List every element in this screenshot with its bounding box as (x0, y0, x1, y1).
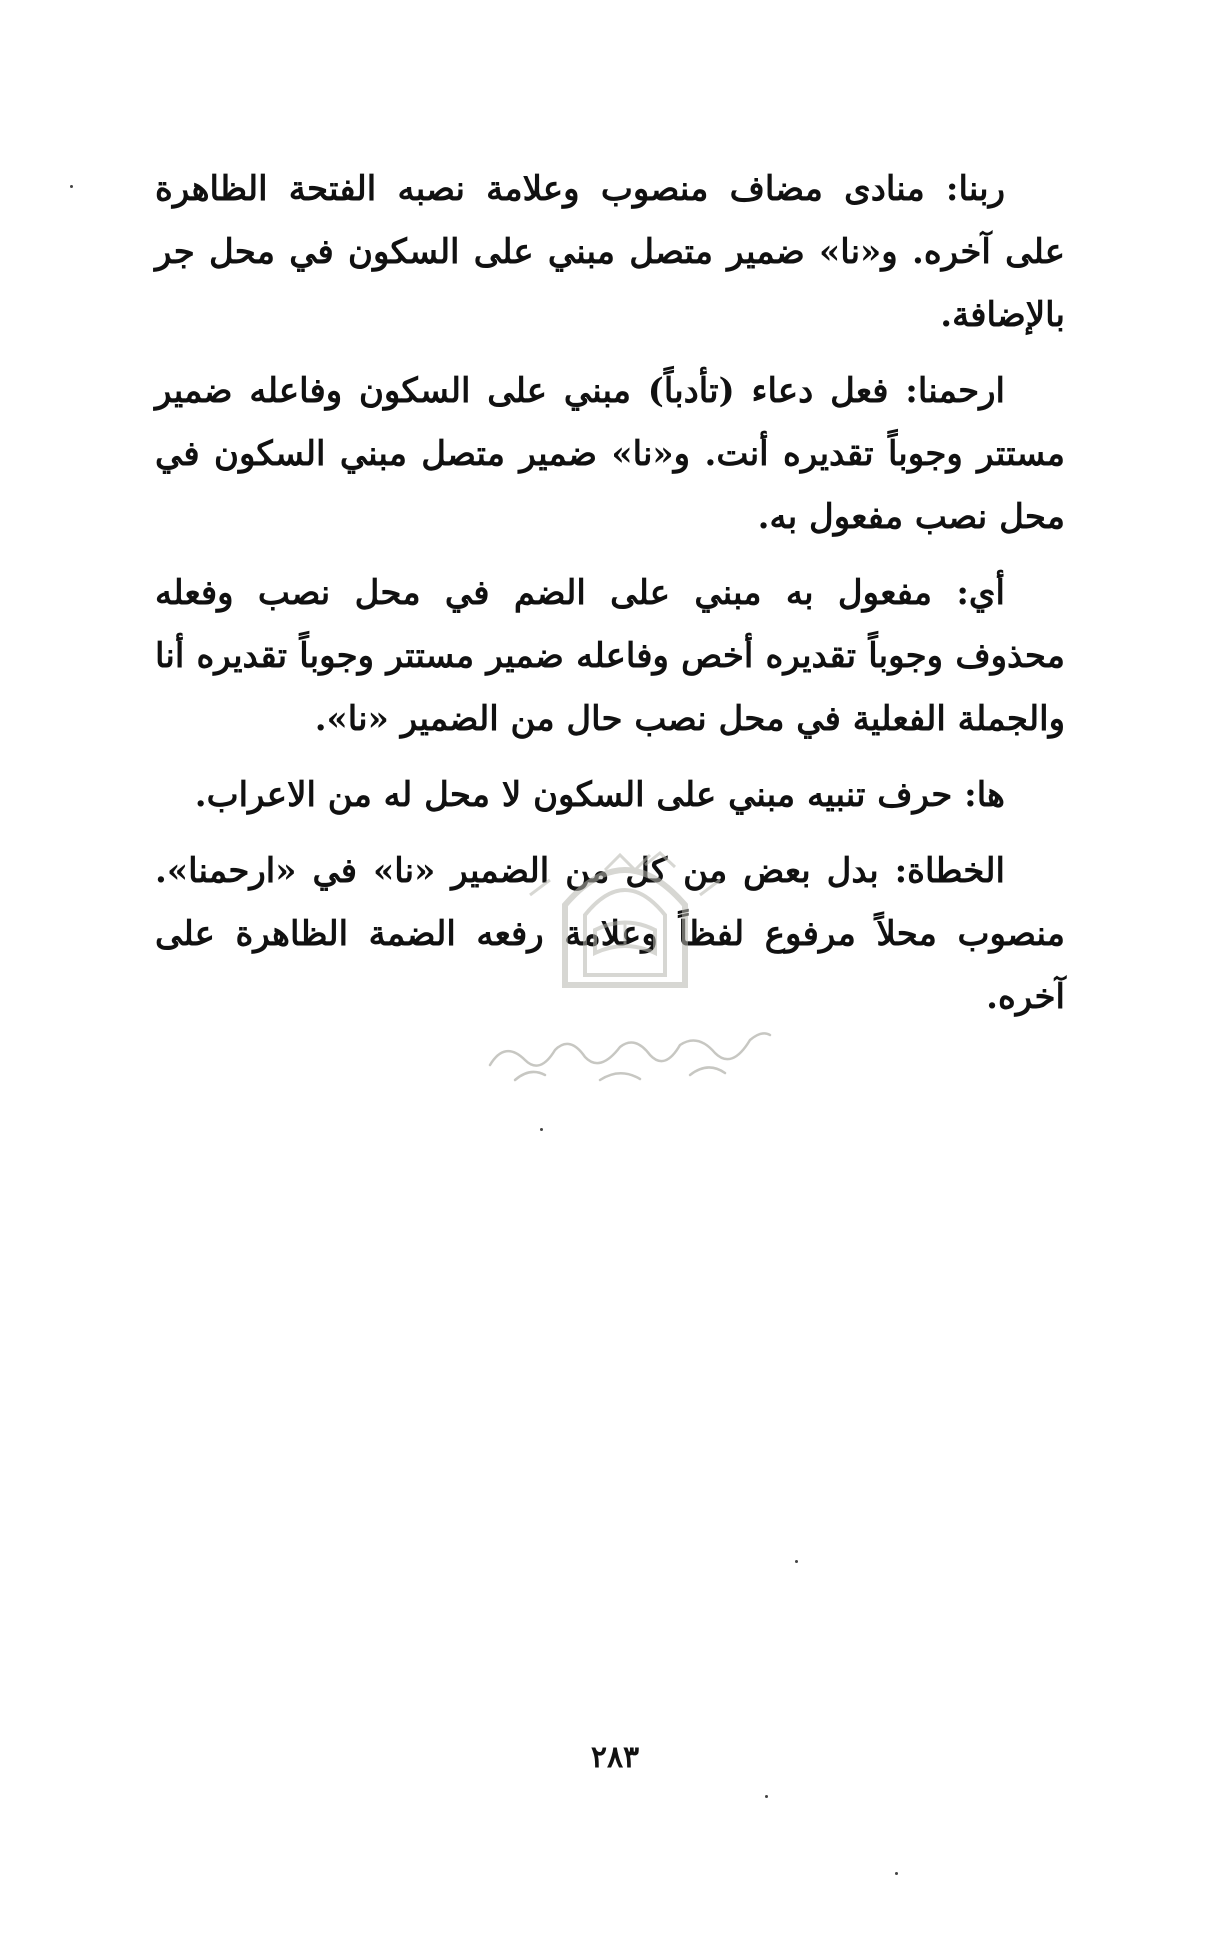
watermark-logo (470, 835, 780, 1095)
scan-speck (795, 1560, 798, 1563)
paragraph-alkhutat: الخطاة: بدل بعض من كل من الضمير «نا» في «ارحمنا». منصوب محلاً مرفوع لفظاً وعلامة رفعه الضمة الظاهرة على آخره. (155, 851, 1065, 1017)
scan-speck (895, 1872, 898, 1875)
paragraph-ha: ها: حرف تنبيه مبني على السكون لا محل له من الاعراب. (194, 775, 1005, 815)
watermark-emblem-icon (470, 835, 780, 1095)
paragraph-irhamna: ارحمنا: فعل دعاء (تأدباً) مبني على السكون وفاعله ضمير مستتر وجوباً تقديره أنت. و«نا» ضمير متصل مبني السكون في محل نصب مفعول به. (155, 371, 1065, 537)
paragraph-rabbana: ربنا: منادى مضاف منصوب وعلامة نصبه الفتحة الظاهرة على آخره. و«نا» ضمير متصل مبني على السكون في محل جر بالإضافة. (155, 169, 1065, 335)
scan-speck (540, 1128, 543, 1131)
paragraph-ayy: أي: مفعول به مبني على الضم في محل نصب وفعله محذوف وجوباً تقديره أخص وفاعله ضمير مستتر وجوباً تقديره أنا والجملة الفعلية في محل نصب حال من الضمير «نا». (155, 573, 1065, 739)
scan-speck (70, 185, 73, 188)
scan-speck (765, 1795, 768, 1798)
page-number: ٢٨٣ (590, 1740, 640, 1775)
